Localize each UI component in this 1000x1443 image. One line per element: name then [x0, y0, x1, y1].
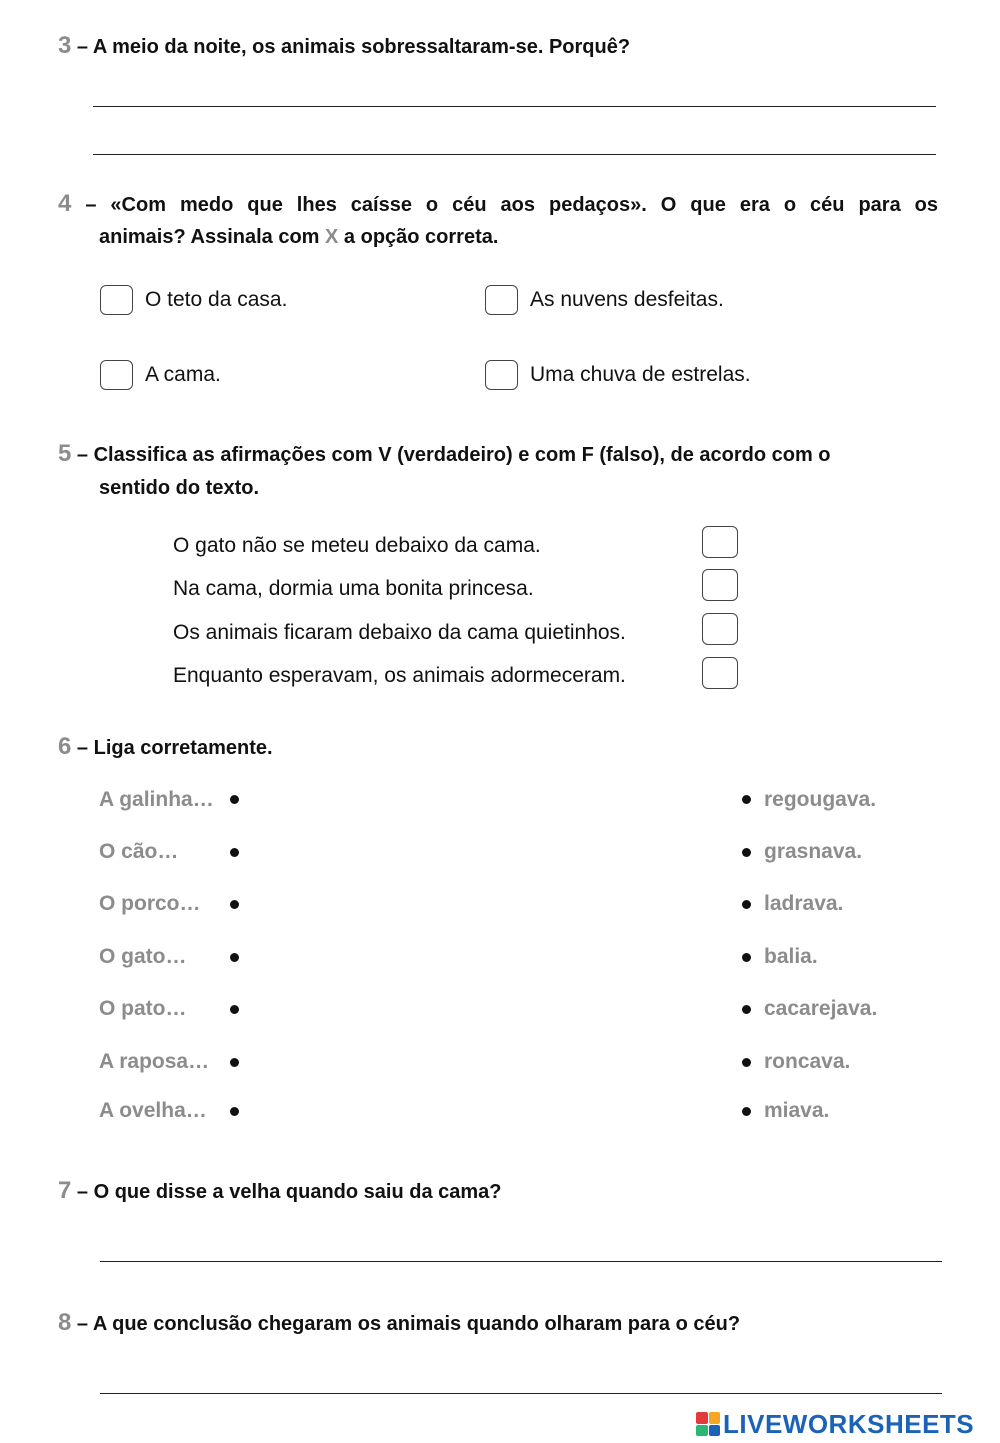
match-right-label: ladrava. — [764, 892, 844, 915]
question-number: 5 — [58, 440, 72, 467]
match-left-dot[interactable] — [230, 900, 239, 909]
answer-line[interactable] — [93, 154, 936, 155]
option-label: A cama. — [145, 363, 221, 386]
match-right-dot[interactable] — [742, 848, 751, 857]
match-left-label: A ovelha… — [99, 1099, 207, 1122]
option-4 — [485, 360, 751, 390]
answer-line[interactable] — [100, 1261, 942, 1262]
question-4-line2 — [58, 221, 938, 254]
question-text-line1: – Classifica as afirmações com V (verdadeiro) e com F (falso), de acordo com o — [76, 444, 831, 466]
match-right-dot[interactable] — [742, 900, 751, 909]
question-4 — [58, 187, 938, 222]
match-left-dot[interactable] — [230, 848, 239, 857]
answer-line[interactable] — [93, 106, 936, 107]
option-2 — [485, 285, 724, 315]
statement-4: Enquanto esperavam, os animais adormeceram. — [173, 664, 626, 687]
question-number: 3 — [58, 32, 72, 59]
match-right-label: regougava. — [764, 788, 877, 811]
match-right-label: miava. — [764, 1099, 830, 1122]
option-3 — [100, 360, 221, 390]
vf-answer-box[interactable] — [702, 526, 738, 558]
question-7 — [58, 1174, 938, 1209]
option-1 — [100, 285, 287, 315]
match-left-label: A raposa… — [99, 1050, 210, 1073]
question-text: – Liga corretamente. — [76, 737, 273, 759]
question-text-line2: sentido do texto. — [99, 477, 259, 499]
checkbox[interactable] — [485, 285, 518, 315]
question-5 — [58, 437, 938, 505]
vf-answer-box[interactable] — [702, 569, 738, 601]
match-right-label: grasnava. — [764, 840, 863, 863]
statement-2: Na cama, dormia uma bonita princesa. — [173, 577, 534, 600]
match-right-dot[interactable] — [742, 795, 751, 804]
question-number: 4 — [58, 190, 72, 217]
option-label: Uma chuva de estrelas. — [530, 363, 751, 386]
match-left-dot[interactable] — [230, 953, 239, 962]
match-right-dot[interactable] — [742, 1058, 751, 1067]
match-left-dot[interactable] — [230, 1058, 239, 1067]
vf-answer-box[interactable] — [702, 657, 738, 689]
match-right-dot[interactable] — [742, 1107, 751, 1116]
match-left-dot[interactable] — [230, 1107, 239, 1116]
question-text: a opção correta. — [338, 226, 499, 248]
vf-answer-box[interactable] — [702, 613, 738, 645]
match-right-dot[interactable] — [742, 1005, 751, 1014]
question-number: 6 — [58, 733, 72, 760]
answer-line[interactable] — [100, 1393, 942, 1394]
match-left-label: O cão… — [99, 840, 179, 863]
checkbox[interactable] — [100, 285, 133, 315]
match-right-label: balia. — [764, 945, 818, 968]
question-3 — [58, 29, 938, 64]
question-number: 8 — [58, 1309, 72, 1336]
question-text: – A meio da noite, os animais sobressaltaram-se. Porquê? — [76, 36, 631, 58]
checkbox[interactable] — [100, 360, 133, 390]
option-label: As nuvens desfeitas. — [530, 288, 724, 311]
statement-3: Os animais ficaram debaixo da cama quietinhos. — [173, 621, 626, 644]
statement-1: O gato não se meteu debaixo da cama. — [173, 534, 541, 557]
match-right-dot[interactable] — [742, 953, 751, 962]
question-6 — [58, 730, 938, 765]
checkbox[interactable] — [485, 360, 518, 390]
match-right-label: cacarejava. — [764, 997, 878, 1020]
option-label: O teto da casa. — [145, 288, 288, 311]
match-left-label: A galinha… — [99, 788, 214, 811]
match-left-label: O gato… — [99, 945, 187, 968]
question-text: – A que conclusão chegaram os animais quando olharam para o céu? — [76, 1313, 741, 1335]
match-right-label: roncava. — [764, 1050, 851, 1073]
question-8 — [58, 1306, 938, 1341]
question-text: animais? Assinala com — [99, 226, 326, 248]
question-number: 7 — [58, 1177, 72, 1204]
x-mark-text: X — [325, 226, 339, 248]
question-text-line1: – «Com medo que lhes caísse o céu aos pedaços». O que era o céu para os — [85, 194, 939, 216]
logo-text: LIVEWORKSHEETS — [723, 1408, 975, 1439]
logo-icon — [696, 1412, 720, 1436]
match-left-dot[interactable] — [230, 795, 239, 804]
match-left-label: O porco… — [99, 892, 201, 915]
match-left-dot[interactable] — [230, 1005, 239, 1014]
liveworksheets-logo — [696, 1410, 974, 1438]
match-left-label: O pato… — [99, 997, 187, 1020]
question-text: – O que disse a velha quando saiu da cama? — [76, 1181, 502, 1203]
